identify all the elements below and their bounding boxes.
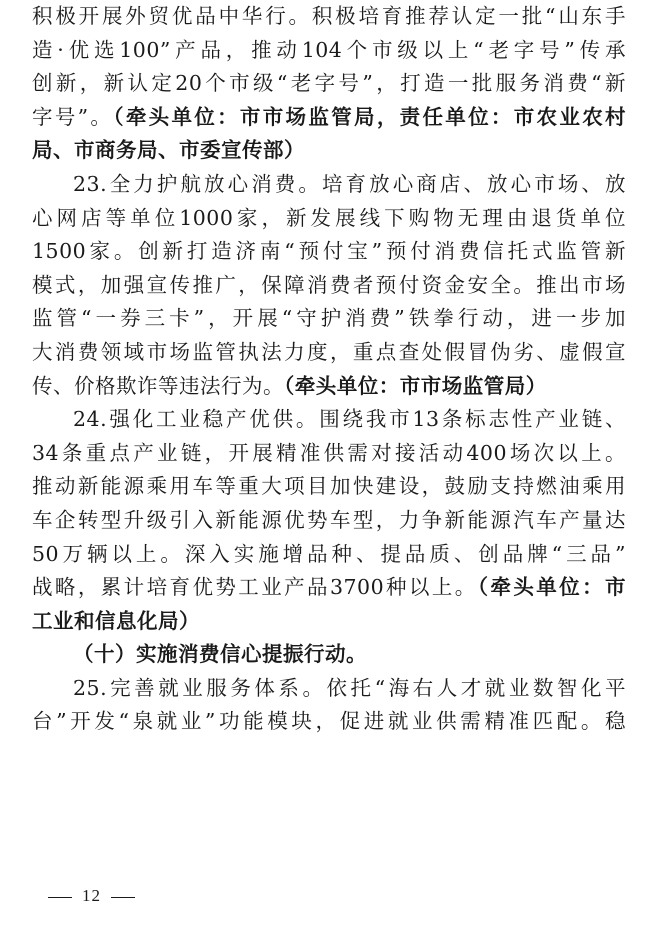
item-23-line: 23.全力护航放心消费。培育放心商店、放心市场、放 xyxy=(73,171,626,196)
text-line: 车企转型升级引入新能源优势车型，力争新能源汽车产量达 xyxy=(32,507,626,532)
item-25-line: 25.完善就业服务体系。依托“海右人才就业数智化平 xyxy=(73,675,626,700)
text-line: 造·优选100”产品，推动104个市级以上“老字号”传承 xyxy=(32,37,626,62)
text-line: 34条重点产业链，开展精准供需对接活动400场次以上。 xyxy=(32,440,626,465)
text-line: 心网店等单位1000家，新发展线下购物无理由退货单位 xyxy=(32,205,626,230)
page-number: 12 xyxy=(82,886,101,905)
footer-dash-left xyxy=(48,897,72,898)
text-line: 模式，加强宣传推广，保障消费者预付资金安全。推出市场 xyxy=(32,272,626,297)
section-heading: （十）实施消费信心提振行动。 xyxy=(73,642,367,667)
page-footer xyxy=(38,886,145,906)
item-24-line: 24.强化工业稳产优供。围绕我市13条标志性产业链、 xyxy=(73,407,626,432)
text-line: 局、市商务局、市委宣传部） xyxy=(32,138,305,163)
text-line: 监管“一券三卡”，开展“守护消费”铁拳行动，进一步加 xyxy=(32,306,626,331)
text-line: 大消费领域市场监管执法力度，重点查处假冒伪劣、虚假宣 xyxy=(32,339,626,364)
text-line: 战略，累计培育优势工业产品3700种以上。（牵头单位：市 xyxy=(32,575,627,600)
text-line: 50万辆以上。深入实施增品种、提品质、创品牌“三品” xyxy=(32,541,626,566)
text-line: 字号”。（牵头单位：市市场监管局，责任单位：市农业农村 xyxy=(32,104,627,129)
text-line: 工业和信息化局） xyxy=(32,608,200,633)
document-body xyxy=(32,0,626,739)
text-line: 创新，新认定20个市级“老字号”，打造一批服务消费“新 xyxy=(32,71,626,96)
text-line: 推动新能源乘用车等重大项目加快建设，鼓励支持燃油乘用 xyxy=(32,474,626,499)
text-line: 1500家。创新打造济南“预付宝”预付消费信托式监管新 xyxy=(32,239,626,264)
text-line: 积极开展外贸优品中华行。积极培育推荐认定一批“山东手 xyxy=(32,4,626,28)
text-line: 台”开发“泉就业”功能模块，促进就业供需精准匹配。稳 xyxy=(32,709,626,734)
text-line: 传、价格欺诈等违法行为。（牵头单位：市市场监管局） xyxy=(32,373,547,398)
footer-dash-right xyxy=(111,897,135,898)
